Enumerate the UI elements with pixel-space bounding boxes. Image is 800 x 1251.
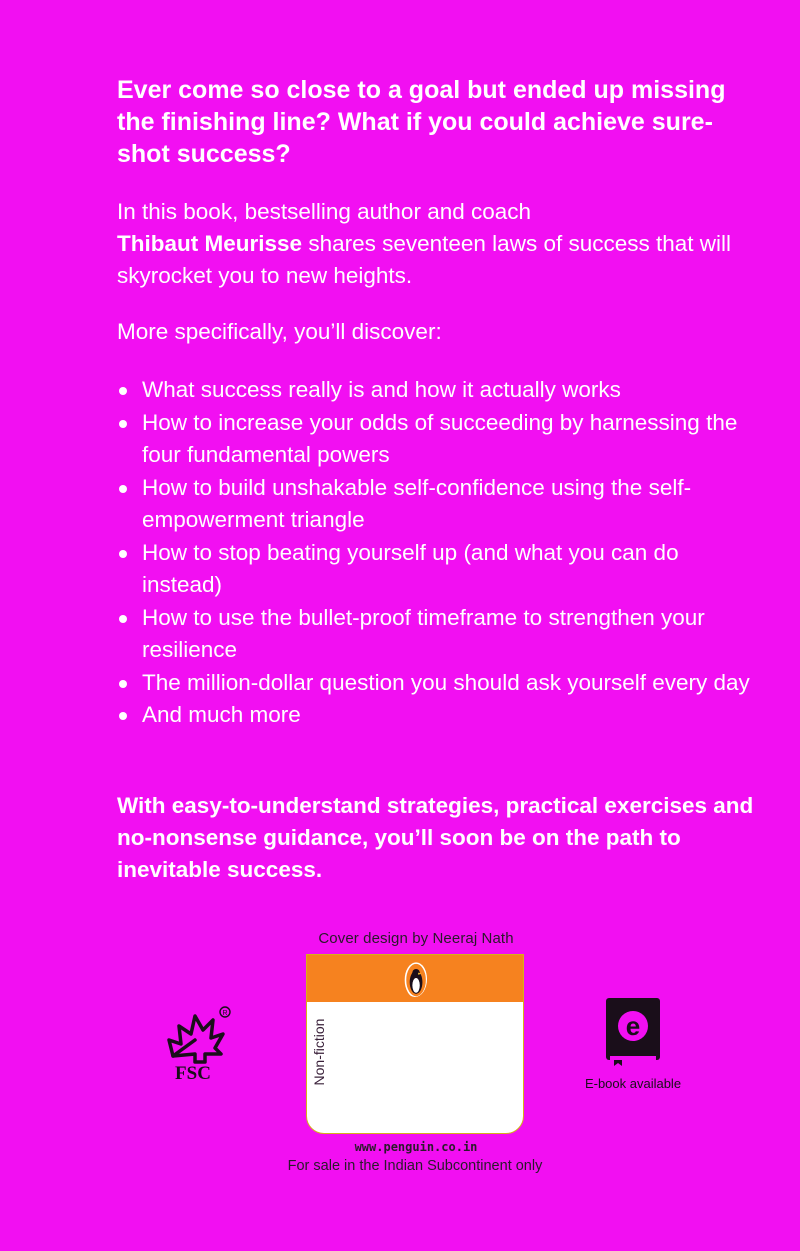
- list-item: How to build unshakable self-confidence using the self-empowerment triangle: [117, 472, 757, 537]
- intro-paragraph: [117, 196, 757, 292]
- penguin-orange-band: [307, 955, 523, 1002]
- bullet-dot: [119, 680, 127, 688]
- fsc-label: FSC: [175, 1063, 211, 1084]
- penguin-logo-icon: [403, 961, 427, 997]
- list-item: How to use the bullet-proof timeframe to strengthen your resilience: [117, 602, 757, 667]
- svg-text:e: e: [625, 1011, 641, 1041]
- bullet-dot: [119, 712, 127, 720]
- headline: Ever come so close to a goal but ended up missing the finishing line? What if you could achieve sure-shot success?: [117, 76, 726, 168]
- publisher-website: www.penguin.co.in: [354, 1140, 478, 1154]
- discover-lead: More specifically, you’ll discover:: [117, 319, 442, 344]
- list-item: And much more: [117, 699, 757, 732]
- bullet-dot: [119, 420, 127, 428]
- cover-credit: Cover design by Neeraj Nath: [318, 930, 514, 947]
- benefits-list: [117, 374, 757, 732]
- closing-paragraph: With easy-to-understand strategies, practical exercises and no-nonsense guidance, you’ll soon be on the path to inevitable success.: [117, 793, 754, 882]
- intro-after: shares seventeen laws of success that will skyrocket you to new heights.: [117, 231, 732, 288]
- list-item: What success really is and how it actually works: [117, 374, 757, 407]
- bullet-dot: [119, 485, 127, 493]
- svg-text:R: R: [222, 1010, 228, 1017]
- genre-label: Non-fiction: [311, 1018, 327, 1086]
- intro-before: In this book, bestselling author and coach: [117, 199, 532, 224]
- list-item: How to increase your odds of succeeding by harnessing the four fundamental powers: [117, 407, 757, 472]
- bullet-dot: [119, 387, 127, 395]
- ebook-icon: [604, 996, 662, 1068]
- list-item: The million-dollar question you should ask yourself every day: [117, 667, 757, 700]
- sale-note: For sale in the Indian Subcontinent only: [287, 1158, 543, 1174]
- penguin-barcode-box: [306, 954, 524, 1134]
- bullet-dot: [119, 615, 127, 623]
- bullet-dot: [119, 550, 127, 558]
- list-item: How to stop beating yourself up (and what you can do instead): [117, 537, 757, 602]
- ebook-label: E-book available: [584, 1076, 682, 1091]
- author-name: Thibaut Meurisse: [117, 231, 303, 256]
